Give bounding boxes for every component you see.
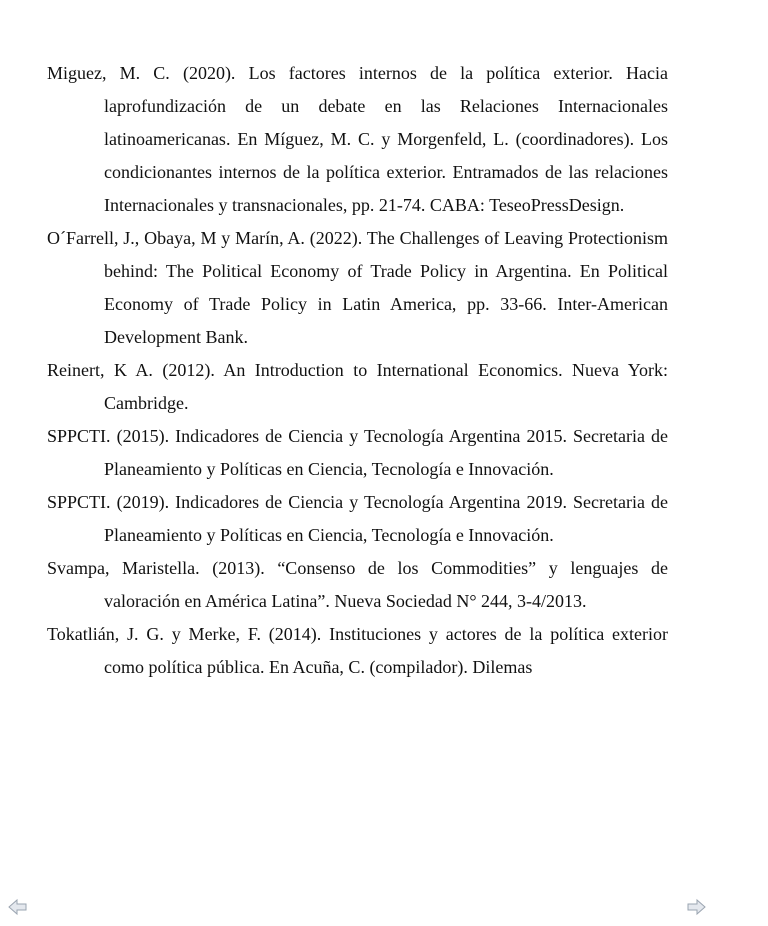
previous-page-button[interactable] xyxy=(8,898,28,916)
arrow-right-icon xyxy=(686,898,706,916)
document-page xyxy=(47,57,668,684)
reference-entry: O´Farrell, J., Obaya, M y Marín, A. (2022). The Challenges of Leaving Protectionism behind: The Political Economy of Trade Policy in Argentina. En Political Economy of Trade Policy in Latin America, pp. 33-66. Inter-American Development Bank. xyxy=(47,228,668,347)
reference-entry: SPPCTI. (2015). Indicadores de Ciencia y Tecnología Argentina 2015. Secretaria de Planeamiento y Políticas en Ciencia, Tecnología e Innovación. xyxy=(47,426,668,479)
reference-entry: Tokatlián, J. G. y Merke, F. (2014). Instituciones y actores de la política exterior como política pública. En Acuña, C. (compilador). Dilemas xyxy=(47,624,668,677)
reference-entry: SPPCTI. (2019). Indicadores de Ciencia y Tecnología Argentina 2019. Secretaria de Planeamiento y Políticas en Ciencia, Tecnología e Innovación. xyxy=(47,492,668,545)
arrow-left-icon xyxy=(8,898,28,916)
reference-entry: Reinert, K A. (2012). An Introduction to International Economics. Nueva York: Cambridge. xyxy=(47,360,668,413)
reference-entry: Miguez, M. C. (2020). Los factores internos de la política exterior. Hacia laprofundización de un debate en las Relaciones Internacionales latinoamericanas. En Míguez, M. C. y Morgenfeld, L. (coordinadores). Los condicionantes internos de la política exterior. Entramados de las relaciones Internacionales y transnacionales, pp. 21-74. CABA: TeseoPressDesign. xyxy=(47,63,668,215)
reference-entry: Svampa, Maristella. (2013). “Consenso de los Commodities” y lenguajes de valoración en América Latina”. Nueva Sociedad N° 244, 3-4/2013. xyxy=(47,558,668,611)
next-page-button[interactable] xyxy=(686,898,706,916)
